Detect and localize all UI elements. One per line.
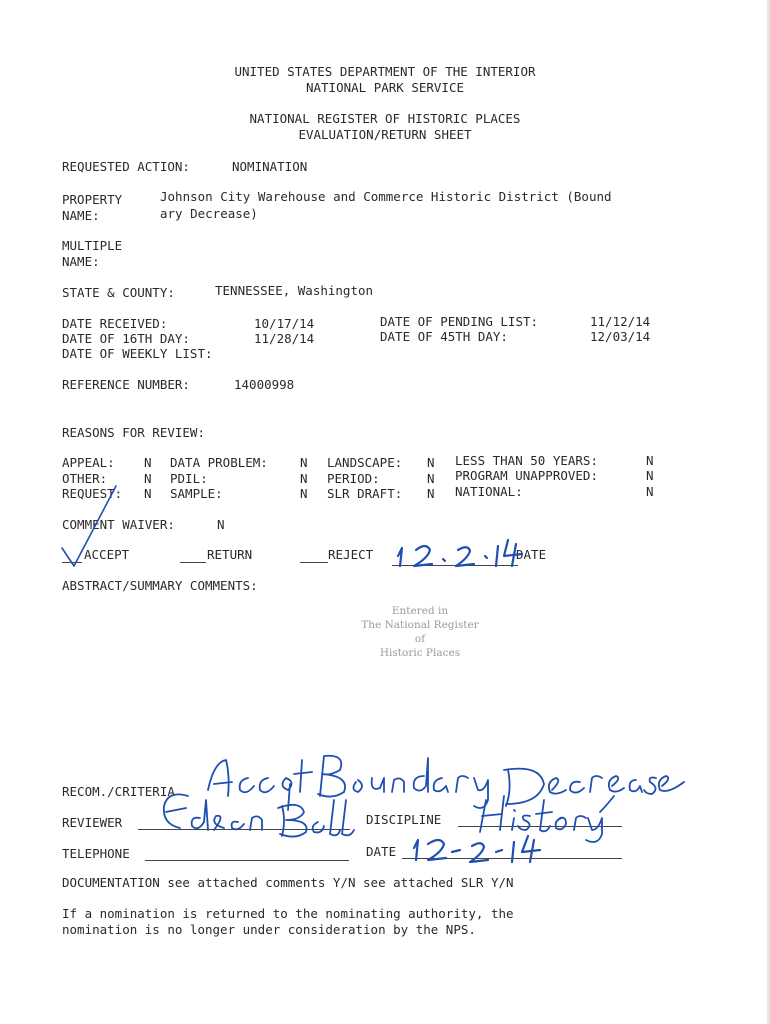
stamp-line: of [414, 633, 426, 645]
header-register: NATIONAL REGISTER OF HISTORIC PLACES [249, 111, 521, 126]
handwritten-discipline [480, 796, 614, 842]
property-name-line-2: ary Decrease) [160, 206, 258, 221]
abstract-label: ABSTRACT/SUMMARY COMMENTS: [62, 578, 258, 593]
reason-label: SLR DRAFT: [327, 486, 403, 501]
comment-waiver-value: N [217, 517, 225, 532]
accept-check-mark [62, 486, 116, 566]
stamp-line: The National Register [361, 619, 479, 631]
reason-value: N [427, 486, 435, 501]
reason-value: N [300, 455, 308, 470]
comment-waiver-label: COMMENT WAIVER: [62, 517, 175, 532]
reason-label: OTHER: [62, 471, 108, 486]
state-county-value: TENNESSEE, Washington [215, 283, 374, 298]
date-45th-value: 12/03/14 [590, 329, 651, 344]
stamp-line: Historic Places [379, 647, 461, 659]
reason-label: PERIOD: [327, 471, 380, 486]
date-received-value: 10/17/14 [254, 316, 315, 331]
reason-value: N [646, 484, 654, 499]
state-county-label: STATE & COUNTY: [62, 285, 175, 300]
footer-note-line-1: If a nomination is returned to the nominating authority, the [62, 906, 514, 921]
reason-label: APPEAL: [62, 455, 115, 470]
handwritten-review-date [414, 836, 540, 862]
discipline-label: DISCIPLINE [366, 812, 442, 827]
reason-label: REQUEST: [62, 486, 123, 501]
handwritten-recommendation [208, 756, 684, 810]
reason-label: NATIONAL: [455, 484, 523, 499]
reject-option: REJECT [328, 547, 374, 562]
property-name-line-1: Johnson City Warehouse and Commerce Historic District (Bound [160, 189, 612, 204]
date-pending-value: 11/12/14 [590, 314, 651, 329]
date-received-label: DATE RECEIVED: [62, 316, 168, 331]
multiple-label-1: MULTIPLE [62, 238, 123, 253]
review-date-label: DATE [366, 844, 397, 859]
reason-value: N [646, 468, 654, 483]
reason-label: LESS THAN 50 YEARS: [455, 453, 598, 468]
header-agency: UNITED STATES DEPARTMENT OF THE INTERIOR [234, 64, 536, 79]
page-title: EVALUATION/RETURN SHEET [298, 127, 472, 142]
reason-value: N [427, 455, 435, 470]
reason-label: PDIL: [170, 471, 208, 486]
date-16th-label: DATE OF 16TH DAY: [62, 331, 190, 346]
handwritten-action-date [398, 540, 522, 566]
reason-value: N [427, 471, 435, 486]
accept-option: ACCEPT [84, 547, 130, 562]
return-option: RETURN [207, 547, 253, 562]
reason-value: N [144, 486, 152, 501]
requested-action-value: NOMINATION [232, 159, 308, 174]
date-weekly-label: DATE OF WEEKLY LIST: [62, 346, 213, 361]
property-label-2: NAME: [62, 208, 100, 223]
reference-label: REFERENCE NUMBER: [62, 377, 190, 392]
reason-value: N [646, 453, 654, 468]
multiple-label-2: NAME: [62, 254, 100, 269]
reason-label: SAMPLE: [170, 486, 223, 501]
reason-value: N [144, 455, 152, 470]
reason-label: PROGRAM UNAPPROVED: [455, 468, 598, 483]
date-45th-label: DATE OF 45TH DAY: [380, 329, 508, 344]
date-pending-label: DATE OF PENDING LIST: [380, 314, 539, 329]
documentation-line: DOCUMENTATION see attached comments Y/N see attached SLR Y/N [62, 875, 514, 890]
header-service: NATIONAL PARK SERVICE [305, 80, 465, 95]
stamp-line: Entered in [391, 605, 449, 617]
reference-value: 14000998 [234, 377, 295, 392]
reason-value: N [300, 471, 308, 486]
reason-label: DATA PROBLEM: [170, 455, 268, 470]
reason-value: N [144, 471, 152, 486]
reasons-title: REASONS FOR REVIEW: [62, 425, 205, 440]
property-label-1: PROPERTY [62, 192, 123, 207]
reason-label: LANDSCAPE: [327, 455, 403, 470]
action-date-label: DATE [516, 547, 547, 562]
date-16th-value: 11/28/14 [254, 331, 315, 346]
reason-value: N [300, 486, 308, 501]
reviewer-signature [164, 794, 354, 836]
requested-action-label: REQUESTED ACTION: [62, 159, 190, 174]
telephone-label: TELEPHONE [62, 846, 130, 861]
footer-note-line-2: nomination is no longer under consideration by the NPS. [62, 922, 476, 937]
reviewer-label: REVIEWER [62, 815, 123, 830]
recom-criteria-label: RECOM./CRITERIA [62, 784, 175, 799]
